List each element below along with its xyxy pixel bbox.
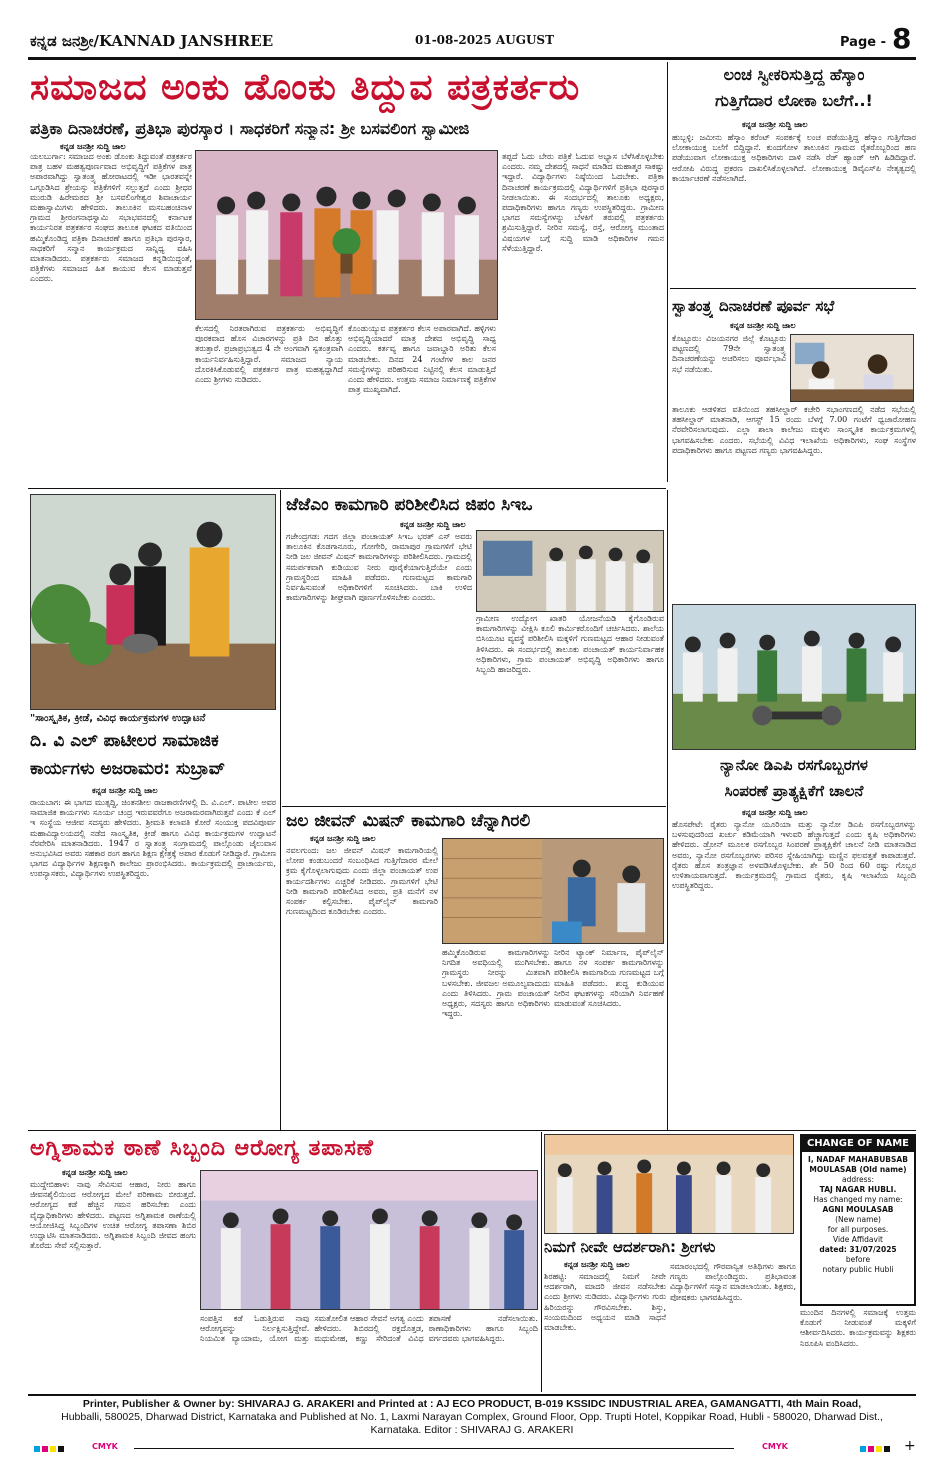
jjm-body-left: ನವಲಗುಂದ: ಜಲ ಜೀವನ್ ಮಿಷನ್ ಕಾಮಗಾರಿಯಲ್ಲಿ ಲೋಪ ಕಂಡುಬಂದರೆ ಸಂಬಂಧಿಸಿದ ಗುತ್ತಿಗೆದಾರರ ಮೇಲೆ ಕ್ರಮ ಕೈಗೊಳ್ಳಲಾಗುವುದು ಎಂದು ಜಿಲ್ಲಾ ಪಂಚಾಯತ್ ಉಪ ಕಾರ್ಯದರ್ಶಿಗಳು ಎಚ್ಚರಿಕೆ ನೀಡಿದರು. ಗ್ರಾಮಗಳಿಗೆ ಭೇಟಿ ನೀಡಿ ಕಾಮಗಾರಿ ಪರಿಶೀಲಿಸಿದ ಅವರು, ಪ್ರತಿ ಮನೆಗೆ ನಳ ಸಂಪರ್ಕ ಕಲ್ಪಿಸಬೇಕು. ಪೈಪ್‌ಲೈನ್ ಕಾಮಗಾರಿ ಗುಣಮಟ್ಟದಿಂದ ಕೂಡಿರಬೇಕು ಎಂದರು. <box>286 846 438 917</box>
color-bar-left <box>34 1446 64 1452</box>
change-of-name-line: MOULASAB (Old name) <box>809 1165 907 1174</box>
lokayukta-headline-1: ಲಂಚ ಸ್ವೀಕರಿಸುತ್ತಿದ್ದ ಹೆಸ್ಕಾಂ <box>723 65 865 84</box>
tree-planting-photo <box>30 494 276 710</box>
change-of-name-line: before <box>845 1255 871 1264</box>
section-rule <box>28 488 666 489</box>
brand-english: KANNAD JANSHREE <box>99 32 274 50</box>
imprint <box>28 1398 916 1437</box>
footer-rule <box>28 1394 916 1396</box>
lokayukta-headline-2: ಗುತ್ತಿಗೆದಾರ ಲೋಕಾ ಬಲೆಗೆ..! <box>715 91 873 110</box>
jjm-byline: ಕನ್ನಡ ಜನಶ್ರೀ ಸುದ್ದಿ ಜಾಲ <box>310 834 376 843</box>
patil-headline-2: ಕಾರ್ಯಗಳು ಅಜರಾಮರ: ಸುಬ್ರಾವ್ <box>30 759 226 779</box>
nano-body: ಹೊಸಪೇಟೆ: ರೈತರು ನ್ಯಾನೋ ಯೂರಿಯಾ ಮತ್ತು ನ್ಯಾನೋ ಡಿಎಪಿ ರಸಗೊಬ್ಬರಗಳನ್ನು ಬಳಸುವುದರಿಂದ ಖರ್ಚು ಕಡಿಮೆಯಾಗಿ ಇಳುವರಿ ಹೆಚ್ಚಾಗುತ್ತದೆ ಎಂದು ಕೃಷಿ ಅಧಿಕಾರಿಗಳು ಹೇಳಿದರು. ಡ್ರೋನ್ ಮೂಲಕ ರಸಗೊಬ್ಬರ ಸಿಂಪರಣೆ ಪ್ರಾತ್ಯಕ್ಷಿಕೆಗೆ ಚಾಲನೆ ನೀಡಿ ಮಾತನಾಡಿದ ಅವರು, ನ್ಯಾನೋ ರಸಗೊಬ್ಬರಗಳು ಪರಿಸರ ಸ್ನೇಹಿಯಾಗಿದ್ದು ಮಣ್ಣಿನ ಫಲವತ್ತತೆ ಕಾಪಾಡುತ್ತವೆ. ರೈತರು ಹೊಸ ತಂತ್ರಜ್ಞಾನ ಅಳವಡಿಸಿಕೊಳ್ಳಬೇಕು. ಶೇ 50 ರಿಂದ 60 ರಷ್ಟು ಗೊಬ್ಬರ ಉಳಿತಾಯವಾಗುತ್ತದೆ. ಕಾರ್ಯಕ್ರಮದಲ್ಲಿ ಗ್ರಾಮದ ರೈತರು, ಕೃಷಿ ಇಲಾಖೆಯ ಸಿಬ್ಬಂದಿ ಉಪಸ್ಥಿತರಿದ್ದರು. <box>672 820 916 891</box>
column-divider <box>667 490 668 1130</box>
change-of-name-title: CHANGE OF NAME <box>802 1136 914 1152</box>
independence-body-top: ಕೊಟ್ಟೂರು: ವಿಜಯನಗರ ಜಿಲ್ಲೆ ಕೊಟ್ಟೂರು ಪಟ್ಟಣದಲ್ಲಿ 79ನೇ ಸ್ವಾತಂತ್ರ್ಯ ದಿನಾಚರಣೆಯನ್ನು ಅಚರಿಸಲು ಪೂರ್ವಭಾವಿ ಸಭೆ ನಡೆಯಿತು. <box>672 334 786 374</box>
fire-byline: ಕನ್ನಡ ಜನಶ್ರೀ ಸುದ್ದಿ ಜಾಲ <box>62 1168 128 1177</box>
lead-body-left: ಯಲಬುರ್ಗಾ: ಸಮಾಜದ ಅಂಕು ಡೊಂಕು ತಿದ್ದುವಂತೆ ಪತ್ರಕರ್ತರ ಪಾತ್ರ ಬಹಳ ಮಹತ್ವಪೂರ್ಣವಾದ ಅಭಿವೃದ್ಧಿಗೆ ಪತ್ರಿಕೆಗಳ ಪಾತ್ರ ಅಪಾರವಾಗಿದ್ದು ಸ್ವಾತಂತ್ರ್ಯ ಹೋರಾಟದಲ್ಲಿ ಇಡೀ ಭಾರತವನ್ನೇ ಒಗ್ಗೂಡಿಸಿದ ಶ್ರೇಯಸ್ಸು ಪತ್ರಿಕೆಗಳಿಗೆ ಸಲ್ಲುತ್ತದೆ ಎಂದು ಶ್ರೀಧರ ಮುರುಡಿ ಹಿರೇಮಠದ ಶ್ರೀ ಬಸವಲಿಂಗೇಶ್ವರ ಶಿವಾಚಾರ್ಯ ಮಹಾಸ್ವಾಮಿಗಳು ಹೇಳಿದರು. ತಾಲೂಕಿನ ಮಸಬಹಂಚಿನಾಳ ಗ್ರಾಮದ ಶ್ರೀರಂಗನಾಥಸ್ವಾಮಿ ಸಭಾಭವನದಲ್ಲಿ ಕರ್ನಾಟಕ ಕಾರ್ಯನಿರತ ಪತ್ರಕರ್ತರ ಸಂಘದ ತಾಲೂಕ ಘಟಕದ ವತಿಯಿಂದ ಹಮ್ಮಿಕೊಂಡಿದ್ದ ಪತ್ರಿಕಾ ದಿನಾಚರಣೆ ಹಾಗೂ ಪ್ರತಿಭಾ ಪುರಸ್ಕಾರ, ಸಾಧಕರಿಗೆ ಸನ್ಮಾನ ಕಾರ್ಯಕ್ರಮದ ಸಾನ್ನಿಧ್ಯ ವಹಿಸಿ ಮಾತನಾಡಿದರು. ಪತ್ರಕರ್ತರು ಸಮಾಜದ ಕನ್ನಡಿಯಿದ್ದಂತೆ, ಪತ್ರಿಕೆಗಳು ಸಮಾಜದ ಹಿತ ಕಾಯುವ ಕೆಲಸ ಮಾಡುತ್ತವೆ ಎಂದರು. <box>30 152 192 284</box>
lead-body-far: ತಪ್ಪದೆ ಓದು ಬೇರು ಪತ್ರಿಕೆ ಓದುವ ಅಭ್ಯಾಸ ಬೆಳೆಸಿಕೊಳ್ಳಬೇಕು ಎಂದರು. ನಮ್ಮ ದೇಶದಲ್ಲಿ ಸಾಧನೆ ಮಾಡಿದ ಮಹಾತ್ಮರ ಸಾಕಷ್ಟು ಇದ್ದಾರೆ. ವಿದ್ಯಾರ್ಥಿಗಳು ನಿಷ್ಠೆಯಿಂದ ಓದಬೇಕು. ಪತ್ರಿಕಾ ದಿನಾಚರಣೆ ಕಾರ್ಯಕ್ರಮದಲ್ಲಿ ವಿದ್ಯಾರ್ಥಿಗಳಿಗೆ ಪ್ರತಿಭಾ ಪುರಸ್ಕಾರ ನೀಡಲಾಯಿತು. ಈ ಸಂದರ್ಭದಲ್ಲಿ ತಾಲೂಕು ಅಧ್ಯಕ್ಷರು, ಪದಾಧಿಕಾರಿಗಳು ಹಾಗೂ ಗಣ್ಯರು ಉಪಸ್ಥಿತರಿದ್ದರು. ಗ್ರಾಮೀಣ ಭಾಗದ ಸಮಸ್ಯೆಗಳನ್ನು ಬೆಳಕಿಗೆ ತರುವಲ್ಲಿ ಪತ್ರಕರ್ತರು ಶ್ರಮಿಸುತ್ತಿದ್ದಾರೆ. ನೀರಿನ ಸಮಸ್ಯೆ, ರಸ್ತೆ, ಆರೋಗ್ಯ ಮುಂತಾದ ವಿಷಯಗಳ ಬಗ್ಗೆ ಸುದ್ದಿ ಮಾಡಿ ಅಧಿಕಾರಿಗಳ ಗಮನ ಸೆಳೆಯುತ್ತಿದ್ದಾರೆ. <box>502 152 664 253</box>
lokayukta-byline: ಕನ್ನಡ ಜನಶ್ರೀ ಸುದ್ದಿ ಜಾಲ <box>742 120 808 129</box>
zp-body-right: ಗ್ರಾಮೀಣ ಉದ್ಯೋಗ ಖಾತರಿ ಯೋಜನೆಯಡಿ ಕೈಗೊಂಡಿರುವ ಕಾಮಗಾರಿಗಳನ್ನು ವೀಕ್ಷಿಸಿ ಕೂಲಿ ಕಾರ್ಮಿಕರೊಂದಿಗೆ ಚರ್ಚಿಸಿದರು. ಶಾಲೆಯ ಬಿಸಿಯೂಟ ವ್ಯವಸ್ಥೆ ಪರಿಶೀಲಿಸಿ ಮಕ್ಕಳಿಗೆ ಗುಣಮಟ್ಟದ ಆಹಾರ ನೀಡುವಂತೆ ತಿಳಿಸಿದರು. ಈ ಸಂದರ್ಭದಲ್ಲಿ ತಾಲೂಕು ಪಂಚಾಯತ್ ಕಾರ್ಯನಿರ್ವಾಹಕ ಅಧಿಕಾರಿಗಳು, ಗ್ರಾಮ ಪಂಚಾಯತ್ ಅಭಿವೃದ್ಧಿ ಅಧಿಕಾರಿಗಳು ಹಾಗೂ ಸಿಬ್ಬಂದಿ ಹಾಜರಿದ್ದರು. <box>476 614 664 675</box>
change-of-name-line: address: <box>842 1175 874 1184</box>
issue-date: 01-08-2025 AUGUST <box>415 33 555 47</box>
change-of-name-line: (New name) <box>835 1215 881 1224</box>
lead-subhead: ಪತ್ರಿಕಾ ದಿನಾಚರಣೆ, ಪ್ರತಿಭಾ ಪುರಸ್ಕಾರ । ಸಾಧಕರಿಗೆ ಸನ್ಮಾನ: ಶ್ರೀ ಬಸವಲಿಂಗ ಸ್ವಾಮೀಜಿ <box>30 119 470 138</box>
lokayukta-body: ಹುಬ್ಬಳ್ಳಿ: ಜಮೀನು ಹೆಸ್ಕಾಂ ಕರೆಂಟ್ ಸಂಪರ್ಕಕ್ಕೆ ಲಂಚ ಪಡೆಯುತ್ತಿದ್ದ ಹೆಸ್ಕಾಂ ಗುತ್ತಿಗೆದಾರ ಲೋಕಾಯುಕ್ತ ಬಲೆಗೆ ಬಿದ್ದಿದ್ದಾನೆ. ಕುಂದಗೋಳ ತಾಲೂಕಿನ ಗ್ರಾಮದ ರೈತರೊಬ್ಬರಿಂದ ಹಣ ಪಡೆಯುವಾಗ ಲೋಕಾಯುಕ್ತ ಅಧಿಕಾರಿಗಳು ದಾಳಿ ನಡೆಸಿ ರೆಡ್ ಹ್ಯಾಂಡ್ ಆಗಿ ಹಿಡಿದಿದ್ದಾರೆ. ಆರೋಪಿ ವಿರುದ್ಧ ಪ್ರಕರಣ ದಾಖಲಿಸಿಕೊಳ್ಳಲಾಗಿದೆ. ಲೋಕಾಯುಕ್ತ ಡಿವೈಎಸ್‌ಪಿ ನೇತೃತ್ವದಲ್ಲಿ ಕಾರ್ಯಾಚರಣೆ ನಡೆಸಲಾಗಿದೆ. <box>672 133 916 183</box>
imprint-line: Hubballi, 580025, Dharwad District, Karnataka and Published at No. 1, Laxmi Narayan Complex, Ground Floor, Opp. Trupti Hotel, Koppikar Road, Hubli - 580020, Dharwad Dist., <box>61 1411 883 1423</box>
lead-body-mid: ಕೆಲಸದಲ್ಲಿ ನಿರತರಾಗಿರುವ ಪತ್ರಕರ್ತರು ಅಭಿವೃದ್ಧಿಗೆ ಪೂರಕವಾದ ಹೊಸ ವಿಚಾರಗಳನ್ನು ಪ್ರತಿ ದಿನ ಹೊತ್ತು ತರುತ್ತಾರೆ. ಪ್ರಜಾಪ್ರಭುತ್ವದ 4 ನೇ ಅಂಗವಾಗಿ ಸ್ವತಂತ್ರವಾಗಿ ಕಾರ್ಯನಿರ್ವಹಿಸುತ್ತಿದ್ದಾರೆ. ಸಮಾಜದ ನ್ಯಾಯ ದೊರಕಿಸಿಕೊಡುವಲ್ಲಿ ಪತ್ರಕರ್ತರ ಪಾತ್ರ ಮಹತ್ವದ್ದಾಗಿದೆ ಎಂದು ಶ್ರೀಗಳು ನುಡಿದರು. <box>195 324 343 385</box>
imprint-line: Printer, Publisher & Owner by: SHIVARAJ G. ARAKERI and Printed at : AJ ECO PRODUCT, B-019 KSSIDC INDUSTRIAL AREA, GAMANGATTI, 4th Main Road, <box>82 1398 862 1410</box>
lead-photo <box>195 150 498 320</box>
zp-byline: ಕನ್ನಡ ಜನಶ್ರೀ ಸುದ್ದಿ ಜಾಲ <box>400 520 466 529</box>
jjm-body-right: ನೀರಿನ ಟ್ಯಾಂಕ್ ನಿರ್ಮಾಣ, ಪೈಪ್‌ಲೈನ್ ಹಾಗೂ ನಳ ಸಂಪರ್ಕ ಕಾಮಗಾರಿಗಳನ್ನು ಪರಿಶೀಲಿಸಿ ಕಾಮಗಾರಿಯ ಗುಣಮಟ್ಟದ ಬಗ್ಗೆ ಮಾಹಿತಿ ಪಡೆದರು. ಶುದ್ಧ ಕುಡಿಯುವ ನೀರಿನ ಘಟಕಗಳನ್ನು ಸರಿಯಾಗಿ ನಿರ್ವಹಣೆ ಮಾಡುವಂತೆ ಸೂಚಿಸಿದರು. <box>554 948 664 1009</box>
drone-photo <box>672 604 916 750</box>
fire-body-left: ಮುದ್ದೇಬಿಹಾಳ: ನಾವು ಸೇವಿಸುವ ಆಹಾರ, ನೀರು ಹಾಗೂ ಜೀವನಶೈಲಿಯಿಂದ ಆರೋಗ್ಯದ ಮೇಲೆ ಪರಿಣಾಮ ಬೀರುತ್ತದೆ. ಆರೋಗ್ಯದ ಕಡೆ ಹೆಚ್ಚಿನ ಗಮನ ಹರಿಸಬೇಕು ಎಂದು ವೈದ್ಯಾಧಿಕಾರಿಗಳು ಹೇಳಿದರು. ಪಟ್ಟಣದ ಅಗ್ನಿಶಾಮಕ ಠಾಣೆಯಲ್ಲಿ ಆಯೋಜಿಸಿದ್ದ ಸಿಬ್ಬಂದಿಗಳ ಉಚಿತ ಆರೋಗ್ಯ ತಪಾಸಣಾ ಶಿಬಿರ ಉದ್ಘಾಟಿಸಿ ಮಾತನಾಡಿದರು. ಅಗ್ನಿಶಾಮಕ ಸಿಬ್ಬಂದಿ ಜೀವದ ಹಂಗು ತೊರೆದು ಸೇವೆ ಸಲ್ಲಿಸುತ್ತಾರೆ. <box>30 1180 196 1251</box>
change-of-name-line: for all purposes. <box>827 1225 889 1234</box>
column-divider <box>667 62 668 482</box>
column-divider <box>541 1132 542 1392</box>
masthead <box>30 22 920 56</box>
nano-headline-1: ನ್ಯಾನೋ ಡಿಎಪಿ ರಸಗೊಬ್ಬರಗಳ <box>720 756 868 774</box>
section-rule <box>670 288 916 289</box>
change-of-name-line: AGNI MOULASAB <box>822 1205 894 1214</box>
masthead-rule <box>28 57 916 60</box>
independence-body-bottom: ತಾಲೂಕು ಆಡಳಿತದ ವತಿಯಿಂದ ತಹಸೀಲ್ದಾರ್ ಕಚೇರಿ ಸಭಾಂಗಣದಲ್ಲಿ ನಡೆದ ಸಭೆಯಲ್ಲಿ ತಹಸೀಲ್ದಾರ್ ಮಾತನಾಡಿ, ಆಗಸ್ಟ್ 15 ರಂದು ಬೆಳಗ್ಗೆ 7.00 ಗಂಟೆಗೆ ಧ್ವಜಾರೋಹಣ ನೆರವೇರಿಸಲಾಗುವುದು. ಎಲ್ಲಾ ಶಾಲಾ ಕಾಲೇಜು ಮಕ್ಕಳು ಸಾಂಸ್ಕೃತಿಕ ಕಾರ್ಯಕ್ರಮಗಳಲ್ಲಿ ಭಾಗವಹಿಸಬೇಕು ಎಂದರು. ಸಭೆಯಲ್ಲಿ ವಿವಿಧ ಇಲಾಖೆಯ ಅಧಿಕಾರಿಗಳು, ಸಂಘ ಸಂಸ್ಥೆಗಳ ಪದಾಧಿಕಾರಿಗಳು ಹಾಗೂ ಪಟ್ಟಣದ ಗಣ್ಯರು ಭಾಗವಹಿಸಿದ್ದರು. <box>672 405 916 455</box>
lead-body-right: ಕೊಂಡುಯ್ಯುವ ಪತ್ರಕರ್ತರ ಕೆಲಸ ಅಪಾರವಾಗಿದೆ. ಹಳ್ಳಿಗಳು ಅಭಿವೃದ್ಧಿಯಾದರೆ ಮಾತ್ರ ದೇಶದ ಅಭಿವೃದ್ಧಿ ಸಾಧ್ಯ ಎಂದರು. ಕರ್ತವ್ಯ ಹಾಗೂ ಜವಾಬ್ದಾರಿ ಅರಿತು ಕೆಲಸ ಮಾಡಬೇಕು. ದಿನದ 24 ಗಂಟೆಗಳ ಕಾಲ ಜನರ ಸಮಸ್ಯೆಗಳನ್ನು ಪರಿಹರಿಸುವ ನಿಟ್ಟಿನಲ್ಲಿ ಕೆಲಸ ಮಾಡುತ್ತಿದೆ ಎಂದು ಹೇಳಿದರು. ಉತ್ತಮ ಸಮಾಜ ನಿರ್ಮಾಣಕ್ಕೆ ಪತ್ರಿಕೆಗಳ ಪಾತ್ರ ಮುಖ್ಯವಾಗಿದೆ. <box>348 324 496 395</box>
shrigalu-body-right: ಮುಂದಿನ ದಿನಗಳಲ್ಲಿ ಸಮಾಜಕ್ಕೆ ಉತ್ತಮ ಕೊಡುಗೆ ನೀಡುವಂತೆ ಮಕ್ಕಳಿಗೆ ಆಶೀರ್ವದಿಸಿದರು. ಕಾರ್ಯಕ್ರಮವನ್ನು ಶಿಕ್ಷಕರು ನಿರೂಪಿಸಿ ವಂದಿಸಿದರು. <box>800 1308 916 1348</box>
page-number: 8 <box>892 22 912 55</box>
change-of-name-line: TAJ NAGAR HUBLI. <box>819 1185 897 1194</box>
zp-inspection-photo <box>476 530 664 612</box>
crop-line <box>134 1448 734 1449</box>
nano-byline: ಕನ್ನಡ ಜನಶ್ರೀ ಸುದ್ದಿ ಜಾಲ <box>742 808 808 817</box>
jjm-photo <box>442 838 664 944</box>
registration-mark-icon: + <box>904 1438 916 1454</box>
fire-photo <box>200 1170 538 1310</box>
zp-headline: ಜೆಜೆಎಂ ಕಾಮಗಾರಿ ಪರಿಶೀಲಿಸಿದ ಜಿಪಂ ಸಿಇಒ <box>286 495 533 515</box>
fire-body-right: ಸಂಪತ್ತಿನ ಕಡೆ ಓಡುತ್ತಿರುವ ನಾವು ಆರೋಗ್ಯವನ್ನು ನಿರ್ಲಕ್ಷಿಸುತ್ತಿದ್ದೇವೆ. ನಿಯಮಿತ ವ್ಯಾಯಾಮ, ಯೋಗ ಮತ್ತು ಸಮತೋಲಿತ ಆಹಾರ ಸೇವನೆ ಅಗತ್ಯ ಎಂದು ಹೇಳಿದರು. ಶಿಬಿರದಲ್ಲಿ ರಕ್ತದೊತ್ತಡ, ಮಧುಮೇಹ, ಕಣ್ಣು ಸೇರಿದಂತೆ ವಿವಿಧ ತಪಾಸಣೆ ನಡೆಸಲಾಯಿತು. ಠಾಣಾಧಿಕಾರಿಗಳು ಹಾಗೂ ಸಿಬ್ಬಂದಿ ವರ್ಗದವರು ಭಾಗವಹಿಸಿದ್ದರು. <box>200 1314 538 1344</box>
change-of-name-line: dated: 31/07/2025 <box>819 1245 897 1254</box>
zp-body-left: ಗಜೇಂದ್ರಗಡ: ಗದಗ ಜಿಲ್ಲಾ ಪಂಚಾಯತ್ ಸಿಇಒ ಭರತ್ ಎಸ್ ಅವರು ತಾಲೂಕಿನ ಕೊಡಗಾನೂರು, ಗೋಗೇರಿ, ರಾಮಾಪುರ ಗ್ರಾಮಗಳಿಗೆ ಭೇಟಿ ನೀಡಿ ಜಲ ಜೀವನ್ ಮಿಷನ್ ಕಾಮಗಾರಿಗಳನ್ನು ಪರಿಶೀಲಿಸಿದರು. ಗ್ರಾಮದಲ್ಲಿ ಸಮರ್ಪಕವಾಗಿ ಕುಡಿಯುವ ನೀರು ಪೂರೈಕೆಯಾಗುತ್ತಿದೆಯೇ ಎಂದು ಗ್ರಾಮಸ್ಥರಿಂದ ಮಾಹಿತಿ ಪಡೆದರು. ಗುಣಮಟ್ಟದ ಕಾಮಗಾರಿ ನಿರ್ವಹಿಸುವಂತೆ ಅಧಿಕಾರಿಗಳಿಗೆ ಸೂಚಿಸಿದರು. ಬಾಕಿ ಉಳಿದ ಕಾಮಗಾರಿಗಳನ್ನು ಶೀಘ್ರವಾಗಿ ಪೂರ್ಣಗೊಳಿಸಬೇಕು ಎಂದರು. <box>286 532 472 603</box>
lead-byline: ಕನ್ನಡ ಜನಶ್ರೀ ಸುದ್ದಿ ಜಾಲ <box>60 142 126 151</box>
change-of-name-line: Vide Affidavit <box>832 1235 883 1244</box>
color-bar-right <box>860 1446 890 1452</box>
shrigalu-headline: ನಿಮಗೆ ನೀವೇ ಆದರ್ಶರಾಗಿ: ಶ್ರೀಗಳು <box>544 1238 716 1256</box>
section-rule <box>282 806 666 807</box>
brand-name: ಕನ್ನಡ ಜನಶ್ರೀ/KANNAD JANSHREE <box>30 32 274 50</box>
shrigalu-body-left: ಶಿರಹಟ್ಟಿ: ಸಮಾಜದಲ್ಲಿ ನಿಮಗೆ ನೀವೇ ಆದರ್ಶರಾಗಿ, ಮಾದರಿ ಜೀವನ ನಡೆಸಬೇಕು ಎಂದು ಶ್ರೀಗಳು ನುಡಿದರು. ವಿದ್ಯಾರ್ಥಿಗಳು ಗುರು ಹಿರಿಯರನ್ನು ಗೌರವಿಸಬೇಕು. ಶಿಸ್ತು, ಸಂಯಮದಿಂದ ಅಧ್ಯಯನ ಮಾಡಿ ಸಾಧನೆ ಮಾಡಬೇಕು. <box>544 1272 666 1333</box>
change-of-name-box <box>800 1134 916 1306</box>
shrigalu-byline: ಕನ್ನಡ ಜನಶ್ರೀ ಸುದ್ದಿ ಜಾಲ <box>564 1260 630 1269</box>
fire-headline: ಅಗ್ನಿಶಾಮಕ ಠಾಣೆ ಸಿಬ್ಬಂದಿ ಆರೋಗ್ಯ ತಪಾಸಣೆ <box>30 1136 374 1161</box>
independence-headline: ಸ್ವಾತಂತ್ರ್ಯ ದಿನಾಚರಣೆ ಪೂರ್ವ ಸಭೆ <box>672 297 835 315</box>
patil-headline-1: ದಿ. ವಿ ಎಲ್ ಪಾಟೀಲರ ಸಾಮಾಜಿಕ <box>30 731 219 751</box>
patil-body: ರಾಯಬಾಗ: ಈ ಭಾಗದ ಮುತ್ಸದ್ದಿ, ಚಿಂತನಶೀಲ ರಾಜಕಾರಣಿಗಳಲ್ಲಿ ದಿ. ವಿ.ಎಲ್. ಪಾಟೀಲ ಅವರ ಸಾಮಾಜಿಕ ಕಾರ್ಯಗಳು ಸೂರ್ಯ ಚಂದ್ರ ಇರುವವರೆಗೂ ಅಜರಾಮರವಾಗಿರುತ್ತವೆ ಎಂದು ಕೆ ಎಲ್ ಇ ಸಂಸ್ಥೆಯ ಆಜೀವ ಸದಸ್ಯರು ಹೇಳಿದರು. ಶ್ರೀಮತಿ ಕಲಾವತಿ ಕೋರೆ ಸಂಯುಕ್ತ ಪದವಿಪೂರ್ವ ಮಹಾವಿದ್ಯಾಲಯದಲ್ಲಿ ನಡೆದ ಸಾಂಸ್ಕೃತಿಕ, ಕ್ರೀಡೆ ಹಾಗೂ ವಿವಿಧ ಕಾರ್ಯಕ್ರಮಗಳ ಉದ್ಘಾಟನೆ ನೆರವೇರಿಸಿ ಮಾತನಾಡಿದರು. 1947 ರ ಸ್ವಾತಂತ್ರ್ಯ ಸಂಗ್ರಾಮದಲ್ಲಿ ಪಾಲ್ಗೊಂಡು ಜೈಲುವಾಸ ಅನುಭವಿಸಿದ ಅವರು ಸಹಕಾರ ರಂಗ ಹಾಗೂ ಶಿಕ್ಷಣ ಕ್ಷೇತ್ರಕ್ಕೆ ಅಪಾರ ಕೊಡುಗೆ ನೀಡಿದ್ದಾರೆ. ಗ್ರಾಮೀಣ ಭಾಗದ ವಿದ್ಯಾರ್ಥಿಗಳ ಶಿಕ್ಷಣಕ್ಕಾಗಿ ಕಾಲೇಜು ಪ್ರಾರಂಭಿಸಿದರು. ಕಾರ್ಯಕ್ರಮದಲ್ಲಿ ಪ್ರಾಚಾರ್ಯರು, ಉಪನ್ಯಾಸಕರು, ವಿದ್ಯಾರ್ಥಿಗಳು ಉಪಸ್ಥಿತರಿದ್ದರು. <box>30 798 276 879</box>
change-of-name-line: Has changed my name: <box>813 1195 903 1204</box>
lead-headline: ಸಮಾಜದ ಅಂಕು ಡೊಂಕು ತಿದ್ದುವ ಪತ್ರಕರ್ತರು <box>30 67 581 108</box>
shrigalu-photo <box>544 1134 794 1234</box>
change-of-name-line: I, NADAF MAHABUBSAB <box>808 1155 908 1164</box>
imprint-line: Karnataka. Editor : SHIVARAJ G. ARAKERI <box>370 1424 574 1436</box>
section-rule <box>28 1130 916 1131</box>
shrigalu-body-mid: ಸಮಾರಂಭದಲ್ಲಿ ಗೌರವಾನ್ವಿತ ಅತಿಥಿಗಳು ಹಾಗೂ ಗಣ್ಯರು ಪಾಲ್ಗೊಂಡಿದ್ದರು. ಪ್ರತಿಭಾವಂತ ವಿದ್ಯಾರ್ಥಿಗಳಿಗೆ ಸನ್ಮಾನ ಮಾಡಲಾಯಿತು. ಶಿಕ್ಷಕರು, ಪೋಷಕರು ಭಾಗವಹಿಸಿದ್ದರು. <box>670 1262 796 1302</box>
brand-kannada: ಕನ್ನಡ ಜನಶ್ರೀ <box>30 32 94 50</box>
jjm-headline: ಜಲ ಜೀವನ್ ಮಿಷನ್ ಕಾಮಗಾರಿ ಚೆನ್ನಾಗಿರಲಿ <box>286 811 531 831</box>
nano-headline-2: ಸಿಂಪರಣೆ ಪ್ರಾತ್ಯಕ್ಷಿಕೆಗೆ ಚಾಲನೆ <box>724 782 864 800</box>
independence-byline: ಕನ್ನಡ ಜನಶ್ರೀ ಸುದ್ದಿ ಜಾಲ <box>730 321 796 330</box>
cmyk-label-left: CMYK <box>92 1442 118 1451</box>
jjm-body-mid: ಹಮ್ಮಿಕೊಂಡಿರುವ ಕಾಮಗಾರಿಗಳನ್ನು ನಿಗದಿತ ಅವಧಿಯಲ್ಲಿ ಮುಗಿಸಬೇಕು. ಗ್ರಾಮಸ್ಥರು ನೀರನ್ನು ಮಿತವಾಗಿ ಬಳಸಬೇಕು. ಜೀವಜಲ ಅಮೂಲ್ಯವಾದುದು ಎಂದು ತಿಳಿಸಿದರು. ಗ್ರಾಮ ಪಂಚಾಯತ್ ಅಧ್ಯಕ್ಷರು, ಸದಸ್ಯರು ಹಾಗೂ ಅಧಿಕಾರಿಗಳು ಇದ್ದರು. <box>442 948 550 1019</box>
change-of-name-line: notary public Hubli <box>822 1265 894 1274</box>
meeting-photo <box>790 334 914 402</box>
patil-caption: "ಸಾಂಸ್ಕೃತಿಕ, ಕ್ರೀಡೆ, ವಿವಿಧ ಕಾರ್ಯಕ್ರಮಗಳ ಉದ್ಘಾಟನೆ <box>30 713 206 724</box>
cmyk-label-right: CMYK <box>762 1442 788 1451</box>
patil-byline: ಕನ್ನಡ ಜನಶ್ರೀ ಸುದ್ದಿ ಜಾಲ <box>92 786 158 795</box>
column-divider <box>280 490 281 1130</box>
page-label: Page - <box>840 35 886 50</box>
